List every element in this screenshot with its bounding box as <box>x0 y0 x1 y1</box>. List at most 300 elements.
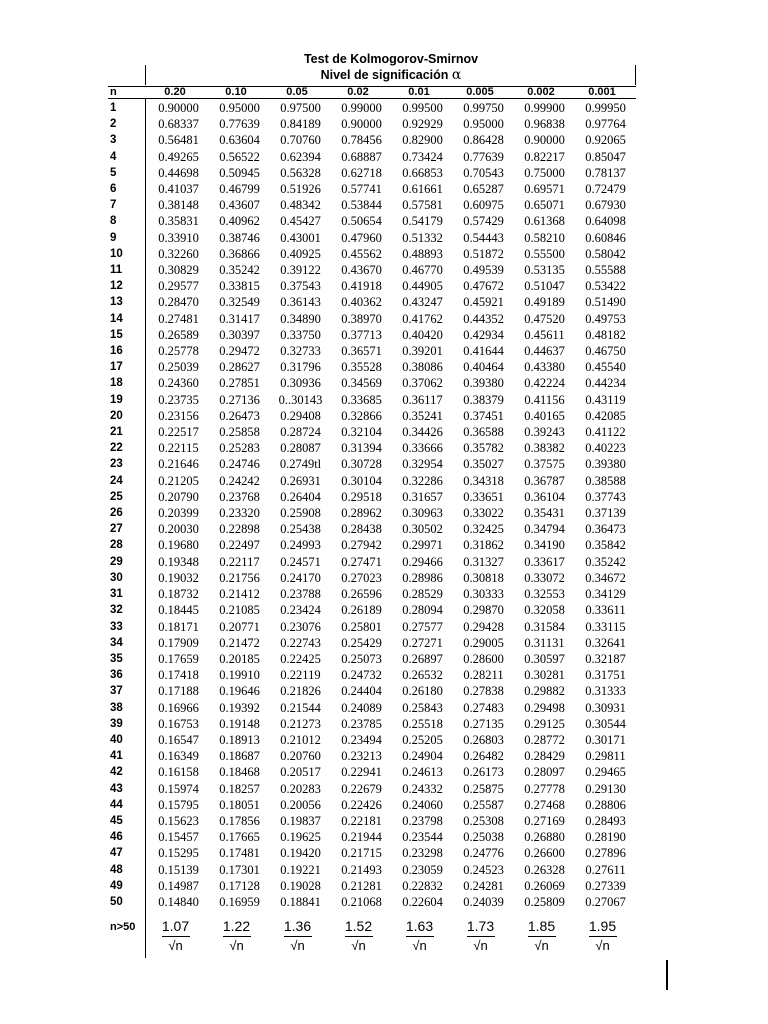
table-cell: 0.18913 <box>219 732 260 747</box>
table-cell: 0.37713 <box>341 327 382 342</box>
table-cell: 0.40962 <box>219 214 260 229</box>
table-cell: 0.97764 <box>585 117 626 132</box>
table-cell: 0.35431 <box>524 506 565 521</box>
table-cell: 0.99750 <box>463 101 504 115</box>
table-cell: 0.27136 <box>219 392 260 407</box>
table-cell: 0.41122 <box>585 425 626 440</box>
table-row <box>107 149 636 165</box>
table-cell: 0.54179 <box>402 214 443 229</box>
table-row <box>107 473 636 489</box>
table-cell: 0.28087 <box>280 441 321 456</box>
formula-numerator: 1.63 <box>405 918 434 934</box>
formula-fraction <box>206 918 267 954</box>
table-cell: 0.49189 <box>524 295 565 310</box>
table-cell: 0.31657 <box>402 489 443 504</box>
table-cell: 0.26473 <box>219 408 260 423</box>
table-cell: 0.36117 <box>402 392 443 407</box>
formula-fraction <box>511 918 572 954</box>
table-cell: 0.22898 <box>219 522 260 537</box>
table-cell: 0.99000 <box>341 101 382 115</box>
table-cell: 0.28094 <box>402 603 443 618</box>
table-cell: 0.18257 <box>219 781 260 796</box>
table-cell: 0.23213 <box>341 749 382 764</box>
table-cell: 0.30281 <box>524 668 565 683</box>
row-n: 15 <box>110 328 123 341</box>
row-n: 23 <box>110 458 123 471</box>
row-n: 26 <box>110 507 123 520</box>
table-cell: 0.45611 <box>524 327 565 342</box>
table-cell: 0.25205 <box>402 732 443 747</box>
table-cell: 0.32866 <box>341 408 382 423</box>
table-row <box>107 781 636 797</box>
table-cell: 0.29466 <box>402 554 443 569</box>
table-cell: 0.27169 <box>524 813 565 828</box>
row-n: 10 <box>110 247 123 260</box>
table-cell: 0.35528 <box>341 360 382 375</box>
table-cell: 0.41156 <box>524 392 565 407</box>
row-n: 41 <box>110 750 123 763</box>
table-cell: 0.37062 <box>402 376 443 391</box>
table-title: Test de Kolmogorov-Smirnov <box>303 52 479 66</box>
formula-denominator: √n <box>595 938 610 953</box>
table-row <box>107 116 636 132</box>
formula-numerator: 1.36 <box>283 918 312 934</box>
row-n: 33 <box>110 620 123 633</box>
table-cell: 0.24404 <box>341 684 382 699</box>
table-cell: 0.28097 <box>524 765 565 780</box>
table-cell: 0.82900 <box>402 133 443 148</box>
table-cell: 0.68337 <box>158 117 199 132</box>
table-cell: 0.48182 <box>585 327 626 342</box>
table-cell: 0.24060 <box>402 797 443 812</box>
fraction-bar <box>223 936 251 937</box>
table-cell: 0.26532 <box>402 668 443 683</box>
table-cell: 0.18687 <box>219 749 260 764</box>
header-alpha-0.001: 0.001 <box>588 86 616 98</box>
table-cell: 0.27471 <box>341 554 382 569</box>
table-cell: 0.49753 <box>585 311 626 326</box>
formula-numerator: 1.95 <box>588 918 617 934</box>
table-cell: 0.26328 <box>524 862 565 877</box>
table-cell: 0.24904 <box>402 749 443 764</box>
row-n: 19 <box>110 393 123 406</box>
table-cell: 0.19392 <box>219 700 260 715</box>
table-cell: 0.90000 <box>158 101 199 115</box>
table-cell: 0.28211 <box>463 668 504 683</box>
right-rule-top <box>635 65 636 85</box>
table-cell: 0.17665 <box>219 830 260 845</box>
table-cell: 0.25438 <box>280 522 321 537</box>
table-row <box>107 424 636 440</box>
table-cell: 0.28429 <box>524 749 565 764</box>
table-cell: 0.37543 <box>280 279 321 294</box>
table-cell: 0.35842 <box>585 538 626 553</box>
table-cell: 0.20790 <box>158 489 199 504</box>
table-cell: 0.24613 <box>402 765 443 780</box>
table-cell: 0.40362 <box>341 295 382 310</box>
table-cell: 0.38148 <box>158 198 199 213</box>
table-cell: 0.25038 <box>463 830 504 845</box>
formula-denominator: √n <box>534 938 549 953</box>
table-row <box>107 213 636 229</box>
table-cell: 0.21756 <box>219 570 260 585</box>
table-cell: 0.34318 <box>463 473 504 488</box>
table-row <box>107 700 636 716</box>
row-n: 12 <box>110 280 123 293</box>
table-cell: 0.92929 <box>402 117 443 132</box>
table-row <box>107 667 636 683</box>
table-cell: 0.21493 <box>341 862 382 877</box>
table-row <box>107 845 636 861</box>
table-cell: 0.20283 <box>280 781 321 796</box>
table-cell: 0.28493 <box>585 813 626 828</box>
table-cell: 0.39380 <box>585 457 626 472</box>
table-cell: 0.77639 <box>219 117 260 132</box>
table-cell: 0.24281 <box>463 878 504 893</box>
table-row <box>107 878 636 894</box>
table-cell: 0.22497 <box>219 538 260 553</box>
table-cell: 0.21205 <box>158 473 199 488</box>
table-cell: 0.32553 <box>524 587 565 602</box>
table-cell: 0.40165 <box>524 408 565 423</box>
table-cell: 0.95000 <box>219 101 260 115</box>
table-cell: 0.32260 <box>158 246 199 261</box>
table-cell: 0.29428 <box>463 619 504 634</box>
header-alpha-0.02: 0.02 <box>347 86 369 98</box>
table-row <box>107 246 636 262</box>
table-cell: 0.36571 <box>341 344 382 359</box>
table-cell: 0.30829 <box>158 263 199 278</box>
row-n: 25 <box>110 490 123 503</box>
table-row <box>107 165 636 181</box>
fraction-bar <box>528 936 556 937</box>
header-n: n <box>110 86 117 98</box>
table-cell: 0.33666 <box>402 441 443 456</box>
row-n: 24 <box>110 474 123 487</box>
table-cell: 0.43119 <box>585 392 626 407</box>
formula-numerator: 1.07 <box>161 918 190 934</box>
table-cell: 0.33685 <box>341 392 382 407</box>
table-cell: 0.34569 <box>341 376 382 391</box>
table-cell: 0.19028 <box>280 878 321 893</box>
table-cell: 0.22181 <box>341 813 382 828</box>
table-cell: 0.70760 <box>280 133 321 148</box>
table-row <box>107 602 636 618</box>
table-cell: 0.34890 <box>280 311 321 326</box>
table-cell: 0.18468 <box>219 765 260 780</box>
table-row <box>107 262 636 278</box>
table-cell: 0.25308 <box>463 813 504 828</box>
table-cell: 0.29125 <box>524 716 565 731</box>
table-cell: 0.67930 <box>585 198 626 213</box>
table-cell: 0.40223 <box>585 441 626 456</box>
table-cell: 0.30963 <box>402 506 443 521</box>
table-cell: 0.22517 <box>158 425 199 440</box>
table-cell: 0.35831 <box>158 214 199 229</box>
table-cell: 0.86428 <box>463 133 504 148</box>
table-cell: 0.25801 <box>341 619 382 634</box>
table-cell: 0.34794 <box>524 522 565 537</box>
table-cell: 0.69571 <box>524 182 565 197</box>
table-cell: 0.54443 <box>463 230 504 245</box>
table-row <box>107 327 636 343</box>
table-cell: 0.51490 <box>585 295 626 310</box>
table-row <box>107 813 636 829</box>
table-cell: 0.90000 <box>341 117 382 132</box>
table-cell: 0.28627 <box>219 360 260 375</box>
table-cell: 0.23298 <box>402 846 443 861</box>
table-row <box>107 408 636 424</box>
table-row <box>107 619 636 635</box>
table-cell: 0.27481 <box>158 311 199 326</box>
table-row <box>107 635 636 651</box>
table-cell: 0.22115 <box>158 441 199 456</box>
table-cell: 0.53135 <box>524 263 565 278</box>
table-row <box>107 748 636 764</box>
table-cell: 0.78137 <box>585 165 626 180</box>
table-cell: 0.24360 <box>158 376 199 391</box>
table-cell: 0.29811 <box>585 749 626 764</box>
table-cell: 0.23544 <box>402 830 443 845</box>
table-cell: 0.17301 <box>219 862 260 877</box>
table-cell: 0.20399 <box>158 506 199 521</box>
table-cell: 0.43001 <box>280 230 321 245</box>
table-cell: 0.29472 <box>219 344 260 359</box>
table-cell: 0.25858 <box>219 425 260 440</box>
table-cell: 0.30597 <box>524 651 565 666</box>
row-n: 45 <box>110 814 123 827</box>
table-cell: 0.18051 <box>219 797 260 812</box>
table-cell: 0.26596 <box>341 587 382 602</box>
table-cell: 0.18445 <box>158 603 199 618</box>
table-row <box>107 521 636 537</box>
table-cell: 0.32549 <box>219 295 260 310</box>
table-cell: 0.63604 <box>219 133 260 148</box>
table-cell: 0.46770 <box>402 263 443 278</box>
table-cell: 0.24523 <box>463 862 504 877</box>
table-cell: 0.26803 <box>463 732 504 747</box>
row-n: 3 <box>110 134 117 147</box>
table-cell: 0.21412 <box>219 587 260 602</box>
table-cell: 0.25587 <box>463 797 504 812</box>
table-cell: 0.36787 <box>524 473 565 488</box>
table-cell: 0.30397 <box>219 327 260 342</box>
table-cell: 0.75000 <box>524 165 565 180</box>
table-row <box>107 100 636 116</box>
table-cell: 0.19910 <box>219 668 260 683</box>
table-cell: 0.23735 <box>158 392 199 407</box>
table-cell: 0.14987 <box>158 878 199 893</box>
table-cell: 0.29465 <box>585 765 626 780</box>
table-cell: 0.44637 <box>524 344 565 359</box>
table-cell: 0.56481 <box>158 133 199 148</box>
row-n: 30 <box>110 571 123 584</box>
table-cell: 0.19837 <box>280 813 321 828</box>
table-cell: 0.77639 <box>463 149 504 164</box>
table-cell: 0.32286 <box>402 473 443 488</box>
table-cell: 0.58042 <box>585 246 626 261</box>
table-cell: 0.22426 <box>341 797 382 812</box>
table-cell: 0.24242 <box>219 473 260 488</box>
table-cell: 0.46799 <box>219 182 260 197</box>
table-cell: 0.21273 <box>280 716 321 731</box>
table-cell: 0.42085 <box>585 408 626 423</box>
table-cell: 0.43670 <box>341 263 382 278</box>
header-bottom-rule <box>108 98 636 99</box>
table-cell: 0.21715 <box>341 846 382 861</box>
formula-fraction <box>450 918 511 954</box>
header-alpha-0.01: 0.01 <box>408 86 430 98</box>
table-cell: 0.27339 <box>585 878 626 893</box>
table-cell: 0.28470 <box>158 295 199 310</box>
table-cell: 0.22941 <box>341 765 382 780</box>
table-cell: 0.22425 <box>280 651 321 666</box>
table-cell: 0.15295 <box>158 846 199 861</box>
table-row <box>107 294 636 310</box>
table-cell: 0.20771 <box>219 619 260 634</box>
table-cell: 0.29882 <box>524 684 565 699</box>
table-row <box>107 375 636 391</box>
table-cell: 0.27851 <box>219 376 260 391</box>
row-n: 46 <box>110 831 123 844</box>
table-cell: 0.61661 <box>402 182 443 197</box>
row-n: 49 <box>110 879 123 892</box>
table-cell: 0.15974 <box>158 781 199 796</box>
table-cell: 0.31584 <box>524 619 565 634</box>
table-cell: 0.29577 <box>158 279 199 294</box>
table-cell: 0.27942 <box>341 538 382 553</box>
table-cell: 0.21012 <box>280 732 321 747</box>
row-n: 4 <box>110 150 117 163</box>
table-cell: 0.27778 <box>524 781 565 796</box>
table-cell: 0.15795 <box>158 797 199 812</box>
table-cell: 0.22604 <box>402 894 443 909</box>
table-cell: 0.35241 <box>402 408 443 423</box>
table-cell: 0.36473 <box>585 522 626 537</box>
table-cell: 0.32425 <box>463 522 504 537</box>
table-cell: 0.20030 <box>158 522 199 537</box>
table-cell: 0.23076 <box>280 619 321 634</box>
table-cell: 0.60975 <box>463 198 504 213</box>
table-cell: 0.16966 <box>158 700 199 715</box>
table-cell: 0.33611 <box>585 603 626 618</box>
table-row <box>107 716 636 732</box>
row-n: 40 <box>110 733 123 746</box>
row-n: 16 <box>110 345 123 358</box>
table-cell: 0.35782 <box>463 441 504 456</box>
table-cell: 0.21472 <box>219 635 260 650</box>
table-cell: 0.22679 <box>341 781 382 796</box>
table-cell: 0.32954 <box>402 457 443 472</box>
table-cell: 0.31862 <box>463 538 504 553</box>
table-cell: 0.51872 <box>463 246 504 261</box>
table-cell: 0.38970 <box>341 311 382 326</box>
table-cell: 0.20760 <box>280 749 321 764</box>
table-cell: 0.58210 <box>524 230 565 245</box>
row-n: 27 <box>110 523 123 536</box>
table-cell: 0.65071 <box>524 198 565 213</box>
table-cell: 0.28529 <box>402 587 443 602</box>
table-cell: 0.26931 <box>280 473 321 488</box>
table-cell: 0.37575 <box>524 457 565 472</box>
row-n: 44 <box>110 798 123 811</box>
table-cell: 0.35242 <box>219 263 260 278</box>
table-cell: 0.33651 <box>463 489 504 504</box>
row-n: 39 <box>110 717 123 730</box>
table-cell: 0.33815 <box>219 279 260 294</box>
formula-denominator: √n <box>229 938 244 953</box>
table-cell: 0.24732 <box>341 668 382 683</box>
table-cell: 0.97500 <box>280 101 321 115</box>
table-cell: 0.27135 <box>463 716 504 731</box>
row-n: 18 <box>110 377 123 390</box>
table-cell: 0.44905 <box>402 279 443 294</box>
table-row <box>107 392 636 408</box>
table-cell: 0.30818 <box>463 570 504 585</box>
table-cell: 0.38588 <box>585 473 626 488</box>
table-cell: 0.92065 <box>585 133 626 148</box>
row-n: 14 <box>110 312 123 325</box>
table-cell: 0.21646 <box>158 457 199 472</box>
table-cell: 0.24571 <box>280 554 321 569</box>
table-cell: 0.26897 <box>402 651 443 666</box>
row-n: 11 <box>110 264 123 277</box>
row-n: 9 <box>110 231 117 244</box>
alpha-symbol: α <box>451 67 462 83</box>
table-cell: 0.36866 <box>219 246 260 261</box>
table-cell: 0.90000 <box>524 133 565 148</box>
row-n: 20 <box>110 409 123 422</box>
table-cell: 0.24993 <box>280 538 321 553</box>
table-cell: 0.20056 <box>280 797 321 812</box>
table-cell: 0.65287 <box>463 182 504 197</box>
table-cell: 0.39380 <box>463 376 504 391</box>
table-row <box>107 829 636 845</box>
table-row <box>107 505 636 521</box>
table-cell: 0.41037 <box>158 182 199 197</box>
table-cell: 0.47672 <box>463 279 504 294</box>
table-cell: 0.21085 <box>219 603 260 618</box>
table-cell: 0.33022 <box>463 506 504 521</box>
table-cell: 0.26482 <box>463 749 504 764</box>
table-cell: 0.27483 <box>463 700 504 715</box>
fraction-bar <box>406 936 434 937</box>
row-n: 48 <box>110 863 123 876</box>
table-cell: 0.32058 <box>524 603 565 618</box>
formula-denominator: √n <box>290 938 305 953</box>
row-n: 35 <box>110 652 123 665</box>
page-edge-bar <box>666 960 668 990</box>
formula-denominator: √n <box>412 938 427 953</box>
table-cell: 0.25875 <box>463 781 504 796</box>
table-cell: 0.36588 <box>463 425 504 440</box>
row-n: 5 <box>110 166 117 179</box>
table-cell: 0.99900 <box>524 101 565 115</box>
table-cell: 0.25518 <box>402 716 443 731</box>
formula-fraction <box>572 918 633 954</box>
table-cell: 0.34129 <box>585 587 626 602</box>
table-cell: 0.25039 <box>158 360 199 375</box>
row-n: 50 <box>110 895 123 908</box>
table-cell: 0.16158 <box>158 765 199 780</box>
table-cell: 0.27271 <box>402 635 443 650</box>
table-cell: 0.34672 <box>585 570 626 585</box>
table-row <box>107 651 636 667</box>
table-cell: 0.37743 <box>585 489 626 504</box>
table-cell: 0.16959 <box>219 894 260 909</box>
table-cell: 0.27611 <box>585 862 626 877</box>
table-row <box>107 554 636 570</box>
